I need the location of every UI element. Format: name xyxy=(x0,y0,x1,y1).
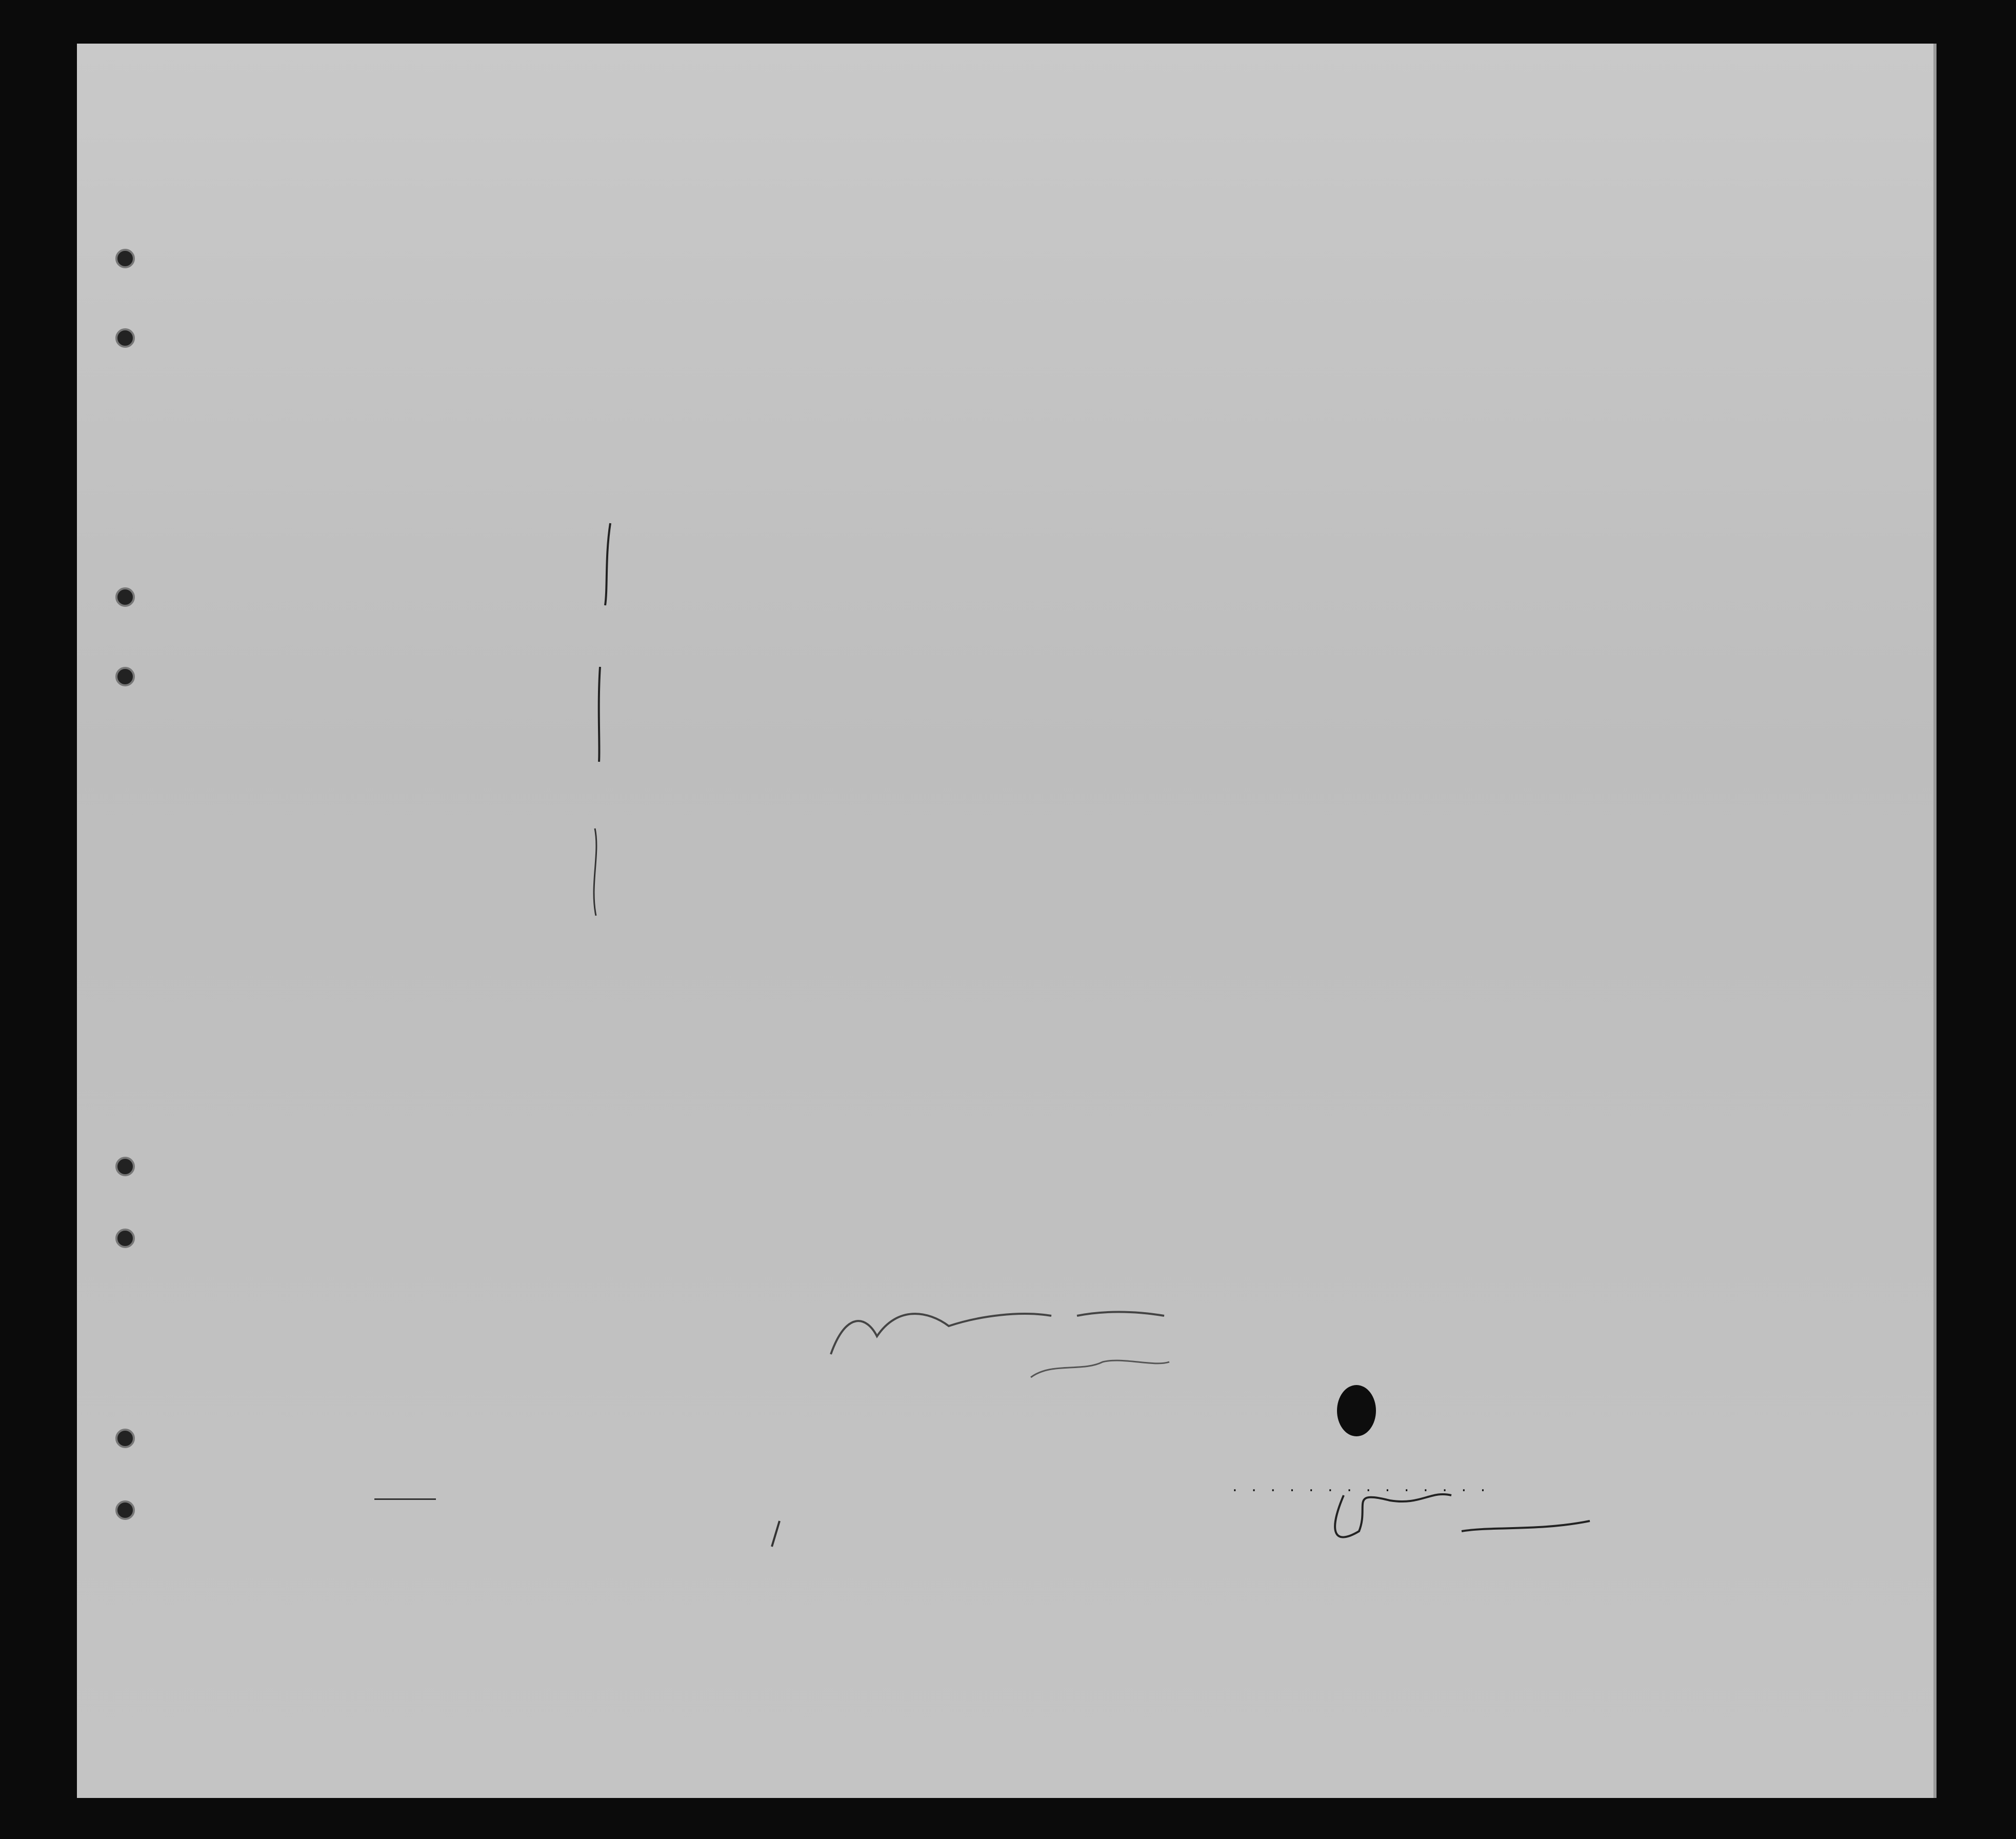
binder-hole xyxy=(115,587,135,607)
binder-hole xyxy=(115,1157,135,1176)
note-line xyxy=(487,1416,544,1440)
binder-hole xyxy=(115,328,135,348)
purser-dots: . . . . . . . . . . . . . . xyxy=(1231,1480,1489,1495)
binder-hole xyxy=(115,1429,135,1448)
binder-hole xyxy=(115,1229,135,1248)
binder-hole xyxy=(115,249,135,268)
tick-mark xyxy=(772,1521,780,1547)
blank-line xyxy=(374,1498,436,1500)
handwritten-date xyxy=(1031,1360,1169,1377)
note-line xyxy=(487,1490,544,1514)
handwritten-note xyxy=(831,1312,1164,1355)
purser-signature xyxy=(1335,1494,1590,1537)
binder-hole xyxy=(115,1500,135,1520)
ink-blot xyxy=(1337,1385,1376,1436)
age-bracket-mark xyxy=(605,523,610,605)
duplication-notes xyxy=(487,1416,544,1514)
handwriting-layer xyxy=(77,44,1933,1798)
note-line xyxy=(487,1440,544,1465)
age-bracket-mark-3 xyxy=(594,828,596,916)
age-bracket-mark-2 xyxy=(599,667,600,762)
binder-hole xyxy=(115,667,135,686)
note-line xyxy=(487,1465,544,1490)
manifest-sheet xyxy=(77,44,1937,1798)
